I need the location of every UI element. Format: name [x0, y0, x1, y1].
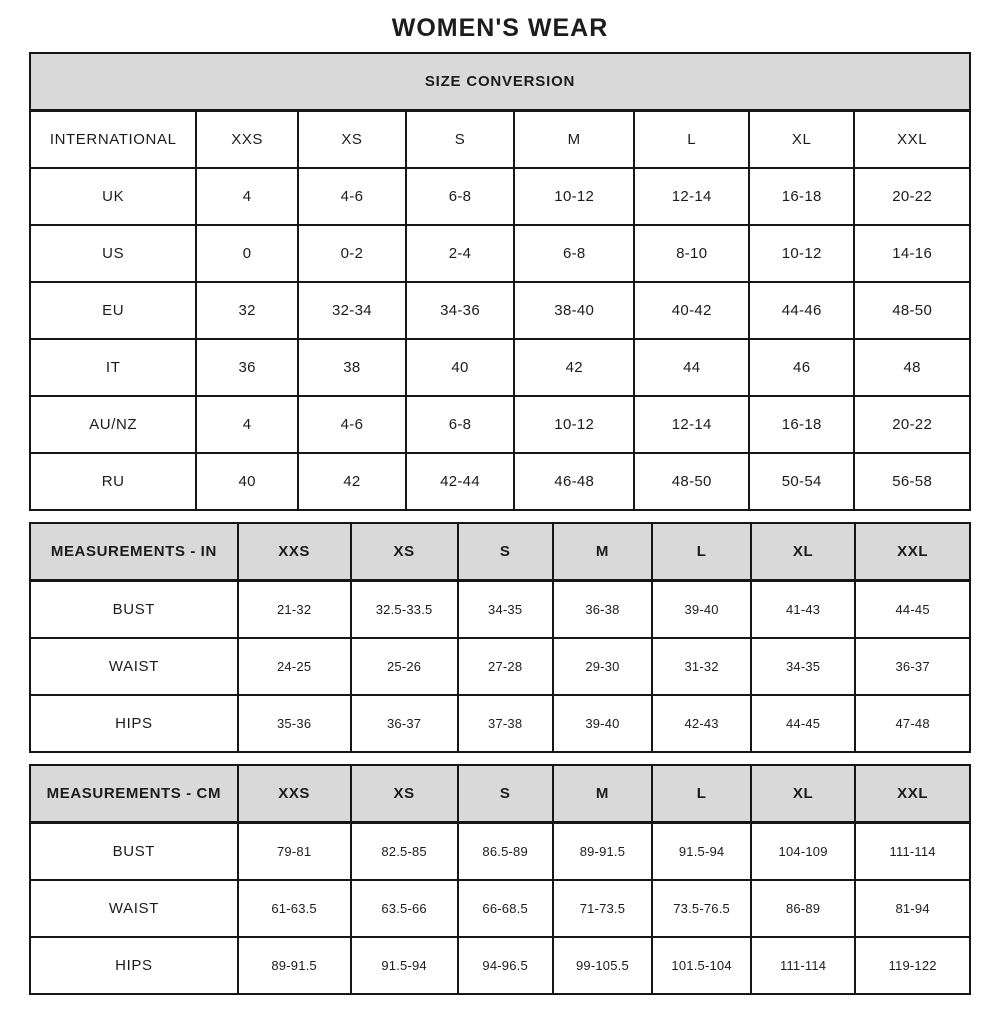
size-conversion-section	[29, 52, 971, 511]
header-label-cell: INTERNATIONAL	[30, 111, 196, 169]
value-cell: 48-50	[854, 282, 970, 339]
column-header: XXL	[855, 523, 970, 581]
value-cell: 39-40	[553, 695, 653, 752]
value-cell: 20-22	[854, 396, 970, 453]
column-header: L	[652, 523, 751, 581]
value-cell: 32	[196, 282, 298, 339]
measurements-in-table	[29, 522, 971, 753]
value-cell: 10-12	[749, 225, 854, 282]
column-header-row	[30, 523, 970, 581]
value-cell: 16-18	[749, 396, 854, 453]
value-cell: 82.5-85	[351, 823, 458, 881]
table-row	[30, 581, 970, 639]
value-cell: 56-58	[854, 453, 970, 510]
column-header: XS	[351, 523, 458, 581]
column-header: XXS	[196, 111, 298, 169]
value-cell: 40	[406, 339, 514, 396]
value-cell: 32.5-33.5	[351, 581, 458, 639]
row-label: AU/NZ	[30, 396, 196, 453]
table-row	[30, 339, 970, 396]
value-cell: 16-18	[749, 168, 854, 225]
value-cell: 4-6	[298, 396, 406, 453]
value-cell: 46-48	[514, 453, 634, 510]
value-cell: 44-45	[751, 695, 855, 752]
column-header: XXS	[238, 765, 351, 823]
column-header: M	[553, 765, 653, 823]
value-cell: 39-40	[652, 581, 751, 639]
column-header: XL	[749, 111, 854, 169]
value-cell: 4	[196, 168, 298, 225]
value-cell: 42	[514, 339, 634, 396]
value-cell: 29-30	[553, 638, 653, 695]
value-cell: 8-10	[634, 225, 749, 282]
header-label-cell: MEASUREMENTS - IN	[30, 523, 238, 581]
banner-row	[30, 53, 970, 111]
value-cell: 36-37	[855, 638, 970, 695]
value-cell: 119-122	[855, 937, 970, 994]
value-cell: 4	[196, 396, 298, 453]
row-label: EU	[30, 282, 196, 339]
row-label: IT	[30, 339, 196, 396]
table-row	[30, 396, 970, 453]
value-cell: 36	[196, 339, 298, 396]
value-cell: 10-12	[514, 168, 634, 225]
value-cell: 6-8	[514, 225, 634, 282]
column-header: L	[634, 111, 749, 169]
row-label: HIPS	[30, 937, 238, 994]
value-cell: 44-46	[749, 282, 854, 339]
value-cell: 61-63.5	[238, 880, 351, 937]
column-header: XS	[298, 111, 406, 169]
column-header: XXL	[854, 111, 970, 169]
value-cell: 37-38	[458, 695, 553, 752]
table-row	[30, 638, 970, 695]
value-cell: 31-32	[652, 638, 751, 695]
value-cell: 41-43	[751, 581, 855, 639]
table-row	[30, 823, 970, 881]
value-cell: 42-43	[652, 695, 751, 752]
row-label: UK	[30, 168, 196, 225]
value-cell: 44	[634, 339, 749, 396]
value-cell: 4-6	[298, 168, 406, 225]
value-cell: 34-35	[458, 581, 553, 639]
value-cell: 40-42	[634, 282, 749, 339]
value-cell: 21-32	[238, 581, 351, 639]
value-cell: 34-35	[751, 638, 855, 695]
column-header: S	[458, 765, 553, 823]
header-label-cell: MEASUREMENTS - CM	[30, 765, 238, 823]
column-header: XXS	[238, 523, 351, 581]
value-cell: 40	[196, 453, 298, 510]
value-cell: 81-94	[855, 880, 970, 937]
table-row	[30, 695, 970, 752]
value-cell: 111-114	[855, 823, 970, 881]
table-row	[30, 282, 970, 339]
measurements-in-section	[29, 522, 971, 753]
value-cell: 42	[298, 453, 406, 510]
column-header: S	[406, 111, 514, 169]
value-cell: 63.5-66	[351, 880, 458, 937]
value-cell: 111-114	[751, 937, 855, 994]
value-cell: 35-36	[238, 695, 351, 752]
value-cell: 79-81	[238, 823, 351, 881]
value-cell: 99-105.5	[553, 937, 653, 994]
column-header-row	[30, 765, 970, 823]
table-row	[30, 880, 970, 937]
column-header: L	[652, 765, 751, 823]
value-cell: 73.5-76.5	[652, 880, 751, 937]
measurements-cm-section	[29, 764, 971, 995]
value-cell: 48-50	[634, 453, 749, 510]
value-cell: 6-8	[406, 396, 514, 453]
value-cell: 10-12	[514, 396, 634, 453]
value-cell: 66-68.5	[458, 880, 553, 937]
column-header: M	[514, 111, 634, 169]
column-header: XXL	[855, 765, 970, 823]
value-cell: 14-16	[854, 225, 970, 282]
value-cell: 86.5-89	[458, 823, 553, 881]
value-cell: 12-14	[634, 396, 749, 453]
row-label: WAIST	[30, 880, 238, 937]
value-cell: 12-14	[634, 168, 749, 225]
page-title: WOMEN'S WEAR	[391, 14, 609, 42]
measurements-cm-table	[29, 764, 971, 995]
column-header: XL	[751, 765, 855, 823]
value-cell: 104-109	[751, 823, 855, 881]
value-cell: 71-73.5	[553, 880, 653, 937]
value-cell: 48	[854, 339, 970, 396]
column-header: M	[553, 523, 653, 581]
value-cell: 32-34	[298, 282, 406, 339]
size-conversion-banner: SIZE CONVERSION	[30, 53, 970, 111]
value-cell: 0-2	[298, 225, 406, 282]
value-cell: 27-28	[458, 638, 553, 695]
value-cell: 46	[749, 339, 854, 396]
row-label: HIPS	[30, 695, 238, 752]
value-cell: 91.5-94	[351, 937, 458, 994]
table-row	[30, 168, 970, 225]
value-cell: 89-91.5	[238, 937, 351, 994]
row-label: US	[30, 225, 196, 282]
table-row	[30, 453, 970, 510]
value-cell: 91.5-94	[652, 823, 751, 881]
value-cell: 34-36	[406, 282, 514, 339]
value-cell: 38	[298, 339, 406, 396]
value-cell: 2-4	[406, 225, 514, 282]
row-label: RU	[30, 453, 196, 510]
table-row	[30, 937, 970, 994]
value-cell: 24-25	[238, 638, 351, 695]
value-cell: 86-89	[751, 880, 855, 937]
value-cell: 36-37	[351, 695, 458, 752]
value-cell: 0	[196, 225, 298, 282]
column-header: XL	[751, 523, 855, 581]
column-header: S	[458, 523, 553, 581]
row-label: BUST	[30, 581, 238, 639]
table-row	[30, 225, 970, 282]
value-cell: 42-44	[406, 453, 514, 510]
value-cell: 44-45	[855, 581, 970, 639]
value-cell: 6-8	[406, 168, 514, 225]
value-cell: 94-96.5	[458, 937, 553, 994]
value-cell: 38-40	[514, 282, 634, 339]
value-cell: 50-54	[749, 453, 854, 510]
row-label: BUST	[30, 823, 238, 881]
value-cell: 20-22	[854, 168, 970, 225]
value-cell: 47-48	[855, 695, 970, 752]
column-header: XS	[351, 765, 458, 823]
column-header-row	[30, 111, 970, 169]
value-cell: 101.5-104	[652, 937, 751, 994]
value-cell: 25-26	[351, 638, 458, 695]
value-cell: 89-91.5	[553, 823, 653, 881]
row-label: WAIST	[30, 638, 238, 695]
size-conversion-table	[29, 52, 971, 511]
value-cell: 36-38	[553, 581, 653, 639]
